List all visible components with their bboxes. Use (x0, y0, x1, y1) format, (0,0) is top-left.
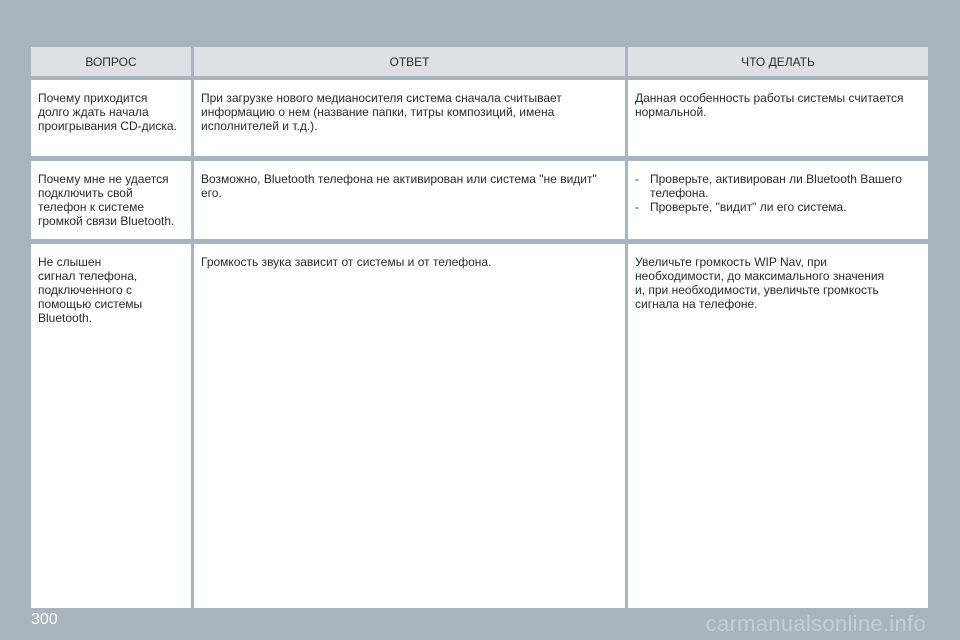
list-item (635, 200, 921, 214)
row1-question-cell (31, 80, 191, 156)
row3-question-cell (31, 244, 191, 608)
row1-question: Почему приходится долго ждать начала проигрывания CD-диска. (38, 91, 177, 133)
header-answer: ОТВЕТ (194, 47, 625, 76)
row2-answer: Возможно, Bluetooth телефона не активирован или система "не видит" его. (201, 172, 597, 200)
row3-answer-cell (194, 244, 625, 608)
dash-marker: - (635, 200, 639, 214)
row1-action: Данная особенность работы системы считается нормальной. (635, 91, 904, 119)
watermark: carmanualsonline.info (705, 611, 926, 636)
row3-action: Увеличьте громкость WIP Nav, при необходимости, до максимального значения и, при необходимости, увеличьте громкость сигнала на телефоне. (635, 255, 885, 311)
row1-answer: При загрузке нового медианосителя система сначала считывает информацию о нем (название папки, титры композиций, имена исполнителей и т.д.). (201, 91, 562, 133)
row3-action-cell (628, 244, 928, 608)
row1-action-cell (628, 80, 928, 156)
row2-question: Почему мне не удается подключить свой телефон к системе громкой связи Bluetooth. (38, 172, 175, 228)
row2-action-item-1: Проверьте, активирован ли Bluetooth Вашего телефона. (650, 172, 902, 200)
row3-answer: Громкость звука зависит от системы и от телефона. (201, 255, 492, 269)
header-question: ВОПРОС (31, 47, 191, 76)
header-action: ЧТО ДЕЛАТЬ (628, 47, 928, 76)
page-number: 300 (31, 611, 58, 628)
dash-marker: - (635, 172, 639, 186)
row2-action-list (635, 172, 921, 214)
row3-question: Не слышен сигнал телефона, подключенного с помощью системы Bluetooth. (38, 255, 143, 325)
list-item (635, 172, 921, 200)
row2-answer-cell (194, 161, 625, 239)
row2-action-cell (628, 161, 928, 239)
row1-answer-cell (194, 80, 625, 156)
row2-action-item-2: Проверьте, "видит" ли его система. (650, 200, 847, 214)
row2-question-cell (31, 161, 191, 239)
